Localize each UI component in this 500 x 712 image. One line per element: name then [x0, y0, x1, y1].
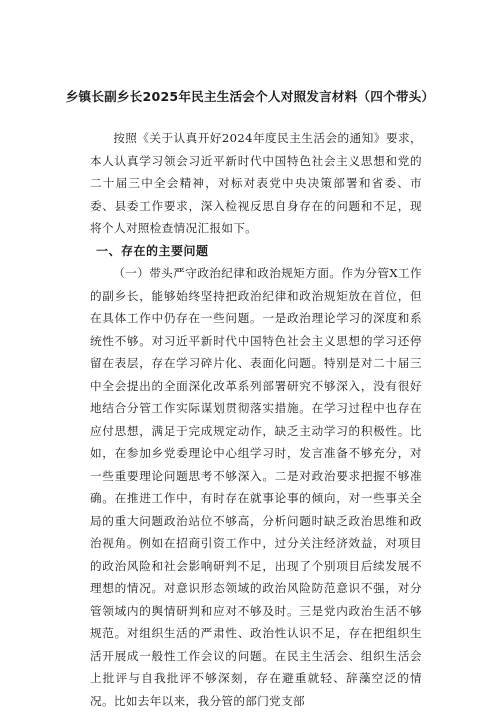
document-body: [90, 127, 422, 712]
section-heading: 一、存在的主要问题: [96, 243, 209, 258]
intro-paragraph: 按照《关于认真开好2024年度民主生活会的通知》要求，本人认真学习领会习近平新时代中国特色社会主义思想和党的二十届三中全会精神，对标对表党中央决策部署和省委、市委、县委工作要求，深入检视反思自身存在的问题和不足，现将个人对照检查情况汇报如下。: [90, 131, 422, 235]
document-title: 乡镇长副乡长2025年民主生活会个人对照发言材料（四个带头）: [65, 89, 435, 104]
section-paragraph: （一）带头严守政治纪律和政治规矩方面。作为分管X工作的副乡长，能够始终坚持把政治纪律和政治规矩放在首位，但在具体工作中仍存在一些问题。一是政治理论学习的深度和系统性不够。对习近平新时代中国特色社会主义思想的学习还停留在表层，存在学习碎片化、表面化问题。特别是对二十届三中全会提出的全面深化改革系列部署研究不够深入，没有很好地结合分管工作实际谋划贯彻落实措施。在学习过程中也存在应付思想，满足于完成规定动作，缺乏主动学习的积极性。比如，在参加乡党委理论中心组学习时，发言准备不够充分，对一些重要理论问题思考不够深入。二是对政治要求把握不够准确。在推进工作中，有时存在就事论事的倾向，对一些事关全局的重大问题政治站位不够高，分析问题时缺乏政治思维和政治视角。例如在招商引资工作中，过分关注经济效益，对项目的政治风险和社会影响研判不足，出现了个别项目后续发展不理想的情况。对意识形态领域的政治风险防范意识不强，对分管领域内的舆情研判和应对不够及时。三是党内政治生活不够规范。对组织生活的严肃性、政治性认识不足，存在把组织生活开展成一般性工作会议的问题。在民主生活会、组织生活会上批评与自我批评不够深刻，存在避重就轻、辞藻空泛的情况。比如去年以来，我分管的部门党支部: [90, 266, 422, 708]
